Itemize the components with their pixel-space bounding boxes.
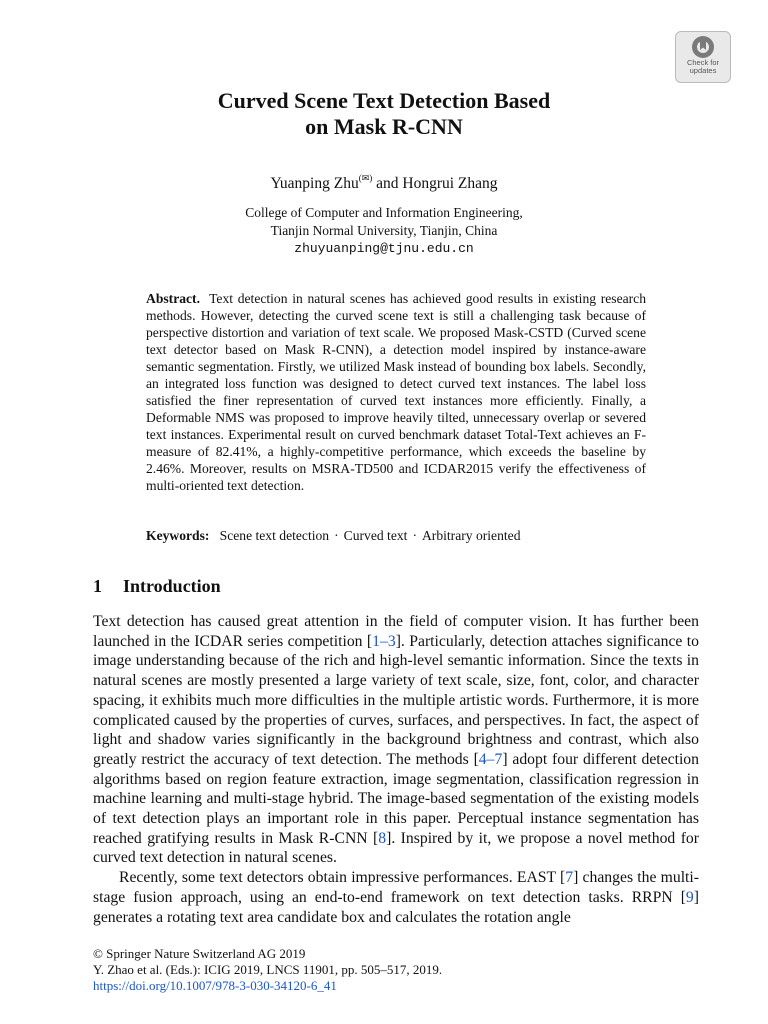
badge-line-2: updates	[689, 66, 717, 75]
copyright-line: © Springer Nature Switzerland AG 2019	[93, 946, 306, 961]
affiliation-line-2: Tianjin Normal University, Tianjin, China	[270, 223, 498, 238]
citation-link[interactable]: 4–7	[478, 750, 503, 768]
text-run: ] generates a rotating text area candidate box and calculates the rotation angle	[93, 888, 699, 926]
corresponding-author-mark[interactable]: (✉)	[358, 173, 373, 183]
text-run: ]. Particularly, detection attaches significance to image understanding because of the rich and high-level semantic information. Since the texts in natural scenes are mostly presented a large variety of text scale, size, font, color, and character spacing, it exhibits much more difficulties in the multiple artistic words. Furthermore, it is more complicated caused by the properties of curves, surfaces, and perspectives. In fact, the aspect of light and shadow varies significantly in the background brightness and contrast, which also greatly restrict the accuracy of text detection. The methods [	[93, 632, 700, 768]
check-for-updates-badge[interactable]	[675, 31, 731, 83]
author-rest: and Hongrui Zhang	[372, 175, 498, 192]
section-heading	[93, 575, 221, 597]
footer	[93, 946, 442, 994]
keywords	[146, 527, 646, 544]
author-email[interactable]: zhuyuanping@tjnu.edu.cn	[294, 241, 474, 256]
abstract	[146, 290, 646, 494]
badge-line-1: Check for	[686, 58, 720, 67]
keyword-3: Arbitrary oriented	[421, 528, 521, 543]
body-text	[93, 612, 699, 927]
paragraph-2	[93, 868, 699, 927]
text-run: Text detection has caused great attention in the field of computer vision. It has further been launched in the ICDAR series competition [	[93, 613, 699, 650]
citation-line: Y. Zhao et al. (Eds.): ICIG 2019, LNCS 11901, pp. 505–517, 2019.	[93, 962, 443, 977]
text-run: Recently, some text detectors obtain impressive performances. EAST [	[119, 869, 566, 887]
citation-link[interactable]: 9	[685, 888, 694, 906]
text-run: ] adopt four different detection algorithms based on region feature extraction, image segmentation, classification regression in machine learning and multi-stage hybrid. The image-based segmentation of the existing models of text detection plays an important role in this paper. Perceptual instance segmentation has reached gratifying results in Mask R-CNN [	[93, 750, 699, 847]
keywords-label: Keywords:	[146, 528, 210, 543]
text-run: ]. Inspired by it, we propose a novel method for curved text detection in natural scenes.	[93, 829, 699, 867]
crossmark-icon	[691, 35, 715, 59]
keyword-1: Scene text detection	[219, 528, 330, 543]
section-title: Introduction	[123, 576, 221, 596]
doi-link[interactable]: https://doi.org/10.1007/978-3-030-34120-6_41	[93, 978, 337, 993]
citation-link[interactable]: 7	[565, 869, 574, 887]
affiliation-line-1: College of Computer and Information Engineering,	[245, 205, 523, 220]
citation-link[interactable]: 1–3	[372, 632, 396, 650]
keyword-separator: ·	[412, 528, 417, 543]
paper-title-line-2: on Mask R-CNN	[305, 114, 463, 139]
author-first: Yuanping Zhu	[270, 175, 359, 192]
citation-link[interactable]: 8	[378, 829, 387, 847]
paragraph-1	[93, 612, 699, 868]
section-number: 1	[93, 576, 102, 596]
abstract-label: Abstract.	[146, 291, 200, 306]
abstract-text: Text detection in natural scenes has achieved good results in existing research methods. However, detecting the curved scene text is still a challenging task because of perspective distortion and variation of text scale. We proposed Mask-CSTD (Curved scene text detector based on Mask R-CNN), a detection model inspired by instance-aware semantic segmentation. Firstly, we utilized Mask instead of bounding box labels. Secondly, an integrated loss function was designed to detect curved text instances. The label loss satisfied the finer representation of curved text instances more efficiently. Finally, a Deformable NMS was proposed to improve heavily tilted, unnecessary overlap or severed text instances. Experimental result on curved benchmark dataset Total-Text achieves an F-measure of 82.41%, a highly-competitive performance, which exceeds the baseline by 2.46%. Moreover, results on MSRA-TD500 and ICDAR2015 verify the effectiveness of multi-oriented text detection.	[146, 291, 646, 493]
text-run: ] changes the multi-stage fusion approach, using an end-to-end framework on text detection tasks. RRPN [	[93, 869, 699, 906]
paper-title-line-1: Curved Scene Text Detection Based	[217, 88, 551, 113]
authors	[0, 173, 768, 193]
keyword-2: Curved text	[343, 528, 408, 543]
keyword-separator: ·	[334, 528, 339, 543]
